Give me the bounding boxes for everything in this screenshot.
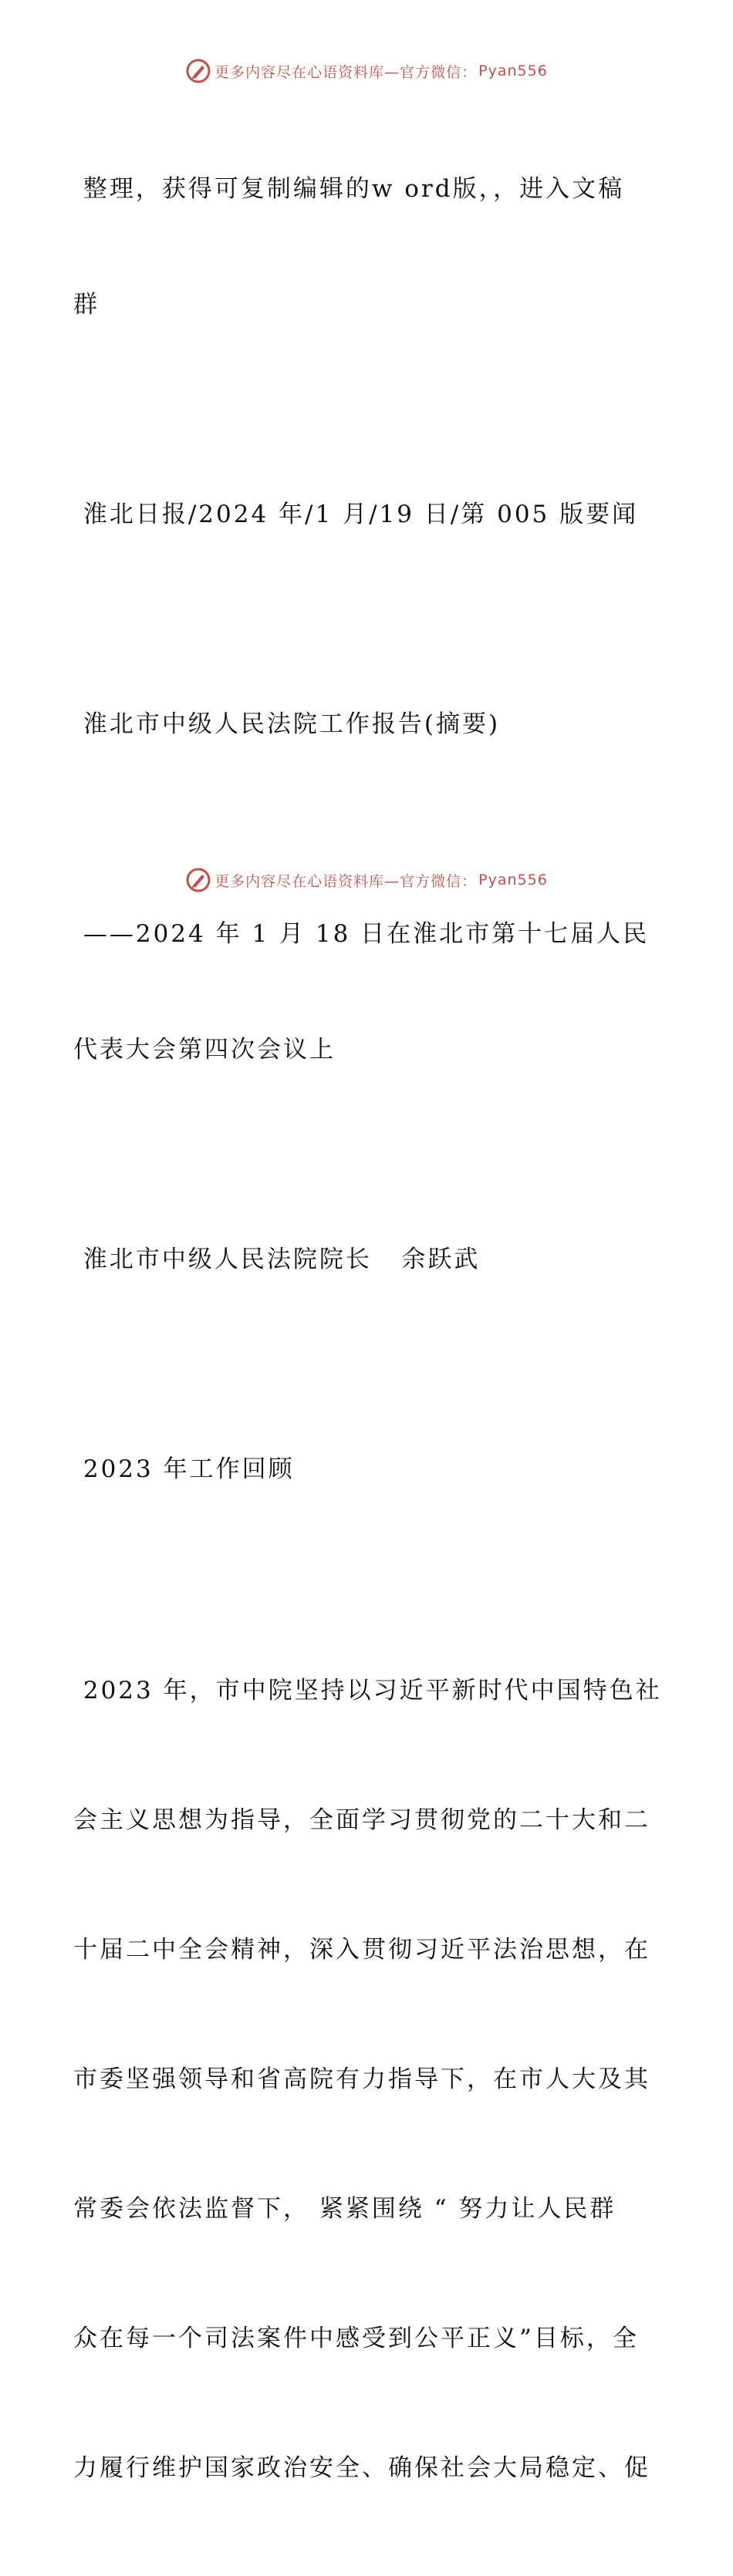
footer-banner-text: 更多内容尽在心语资料库—官方微信：	[214, 872, 478, 890]
header-banner-text: 更多内容尽在心语资料库—官方微信：	[214, 63, 478, 81]
body-line-5: 常委会依法监督下， 紧紧围绕 “ 努力让人民群	[73, 2195, 616, 2223]
body-line-4: 市委坚强领导和省高院有力指导下，在市人大及其	[73, 2065, 650, 2093]
footer-banner-handle: Pyan556	[478, 872, 548, 888]
source-line	[73, 418, 660, 611]
body-paragraph	[73, 1583, 660, 2576]
body-line-6: 众在每一个司法案件中感受到公平正义”目标，全	[73, 2325, 639, 2352]
body-line-3: 十届二中全会精神，深入贯彻习近平法治思想，在	[73, 1936, 650, 1964]
section-heading	[73, 1373, 660, 1566]
report-title-text: 淮北市中级人民法院工作报告(摘要)	[73, 710, 501, 738]
report-title	[73, 628, 660, 821]
body-line-7: 力履行维护国家政治安全、确保社会大局稳定、促	[73, 2454, 650, 2482]
body-line-1: 2023 年，市中院坚持以习近平新时代中国特色社	[73, 1677, 662, 1704]
pen-seal-logo-icon	[185, 58, 211, 84]
section-heading-text: 2023 年工作回顾	[73, 1455, 295, 1483]
intro-line-2: 群	[73, 291, 100, 319]
document-body	[73, 93, 660, 2576]
intro-line-1: 整理，获得可复制编辑的w ord版，，进入文稿	[73, 175, 625, 203]
intro-paragraph	[73, 93, 660, 401]
author-line	[73, 1163, 660, 1356]
subtitle-line-1: ——2024 年 1 月 18 日在淮北市第十七届人民	[73, 920, 650, 948]
subtitle-line-2: 代表大会第四次会议上	[73, 1036, 336, 1064]
footer-banner	[0, 865, 733, 895]
source-text: 淮北日报/2024 年/1 月/19 日/第 005 版要闻	[73, 501, 639, 528]
body-line-2: 会主义思想为指导，全面学习贯彻党的二十大和二	[73, 1806, 650, 1834]
pen-seal-logo-icon	[185, 867, 211, 893]
author-text: 淮北市中级人民法院院长 余跃武	[73, 1246, 481, 1273]
header-banner-handle: Pyan556	[478, 62, 548, 79]
header-banner	[0, 56, 733, 86]
